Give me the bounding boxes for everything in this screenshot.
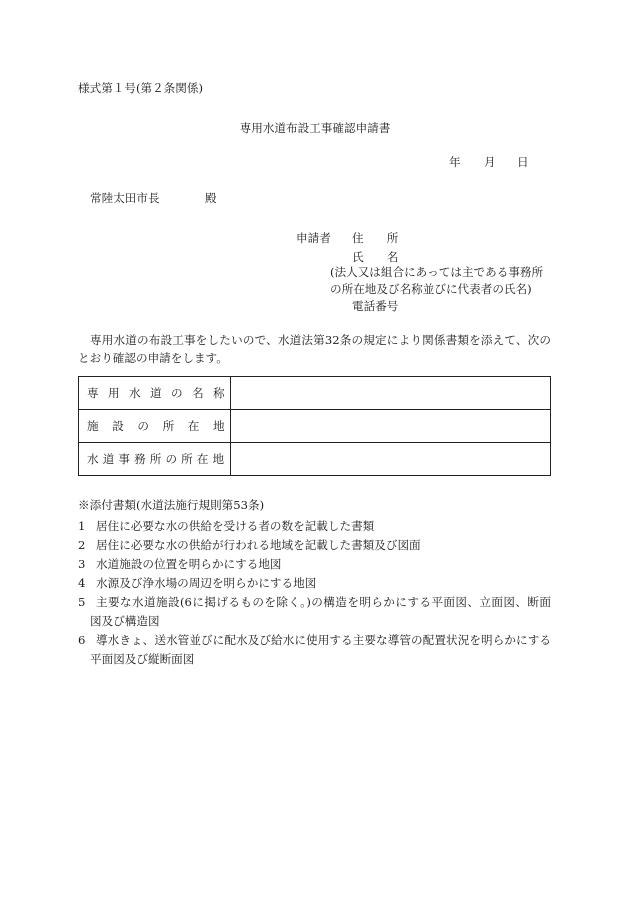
attachment-item-text: 水源及び浄水場の周辺を明らかにする地図 [96,576,317,590]
attachment-item [78,631,551,669]
attachment-item-text: 導水きょ、送水管並びに配水及び給水に使用する主要な導管の配置状況を明らかにする [96,633,551,647]
applicant-note-line: (法人又は組合にあっては主である事務所 [330,265,544,279]
applicant-phone-label: 電話番号 [352,299,399,313]
attachment-item-number: 1 [78,519,86,533]
attachment-item-text: 居住に必要な水の供給が行われる地域を記載した書類及び図面 [96,538,421,552]
attachments-list [78,517,551,669]
attachment-item [78,574,551,593]
waterworks-name-label: 専用水道の名称 [87,386,234,400]
table-label-cell [79,443,231,476]
table-row [79,377,551,410]
application-table [78,376,551,476]
document-title: 専用水道布設工事確認申請書 [239,121,391,135]
attachment-item-number: 6 [78,633,86,647]
attachment-item-text: 水道施設の位置を明らかにする地図 [96,557,282,571]
attachment-item-number: 5 [78,595,86,609]
attachment-item [78,555,551,574]
attachment-item-number: 3 [78,557,86,571]
date-year-label: 年 [449,155,461,169]
facility-location-value-cell [231,410,551,443]
applicant-address-label: 住 所 [352,231,399,245]
applicant-note-line: の所在地及び名称並びに代表者の氏名) [330,282,532,296]
attachment-item-number: 4 [78,576,86,590]
body-paragraph-line: とおり確認の申請をします。 [78,351,228,365]
attachment-item [78,536,551,555]
applicant-label: 申請者 [296,231,331,245]
office-location-label: 水道事務所の所在地 [87,452,229,466]
applicant-name-label: 氏 名 [352,250,399,264]
body-paragraph-line: 専用水道の布設工事をしたいので、水道法第32条の規定により関係書類を添えて、次の [90,333,551,347]
waterworks-name-value-cell [231,377,551,410]
attachment-item-text: 居住に必要な水の供給を受ける者の数を記載した書類 [96,519,375,533]
table-label-cell [79,377,234,410]
attachment-item-text: 主要な水道施設(6に掲げるものを除く。)の構造を明らかにする平面図、立面図、断面 [96,595,551,609]
attachment-item-text-continued: 図及び構造図 [90,614,160,628]
attachment-item-number: 2 [78,538,86,552]
table-label-cell [79,410,239,443]
attachment-item-text-continued: 平面図及び縦断面図 [90,652,195,666]
attachments-heading: ※添付書類(水道法施行規則第53条) [78,498,265,512]
addressee-name: 常陸太田市長 [90,191,160,205]
attachment-item [78,517,551,536]
attachment-item [78,593,551,631]
office-location-value-cell [231,443,551,476]
date-day-label: 日 [517,155,529,169]
addressee-honorific: 殿 [205,191,217,205]
form-number: 様式第１号(第２条関係) [78,81,203,95]
table-row [79,410,551,443]
table-row [79,443,551,476]
date-month-label: 月 [484,155,496,169]
facility-location-label: 施設の所在地 [87,419,239,433]
